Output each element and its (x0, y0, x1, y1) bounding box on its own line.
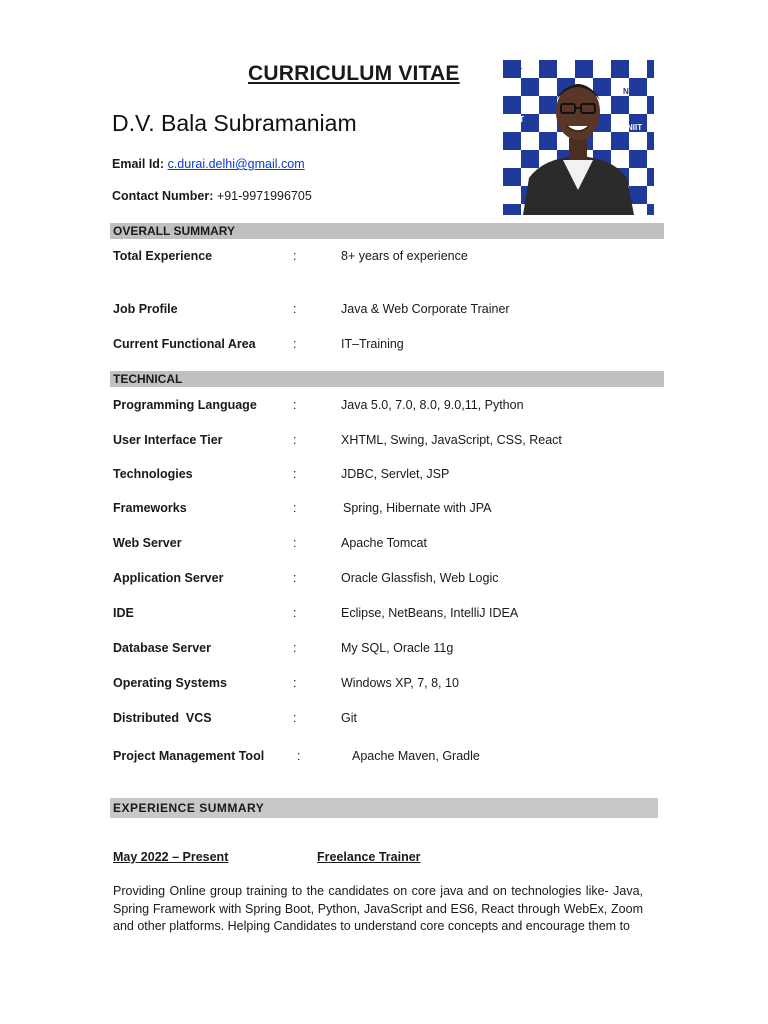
row-value: Apache Tomcat (341, 536, 427, 550)
row-value: IT–Training (341, 337, 404, 351)
row-colon: : (293, 433, 297, 447)
row-colon: : (297, 749, 301, 763)
row-colon: : (293, 676, 297, 690)
row-value: JDBC, Servlet, JSP (341, 467, 450, 481)
row-colon: : (293, 606, 297, 620)
row-value: Spring, Hibernate with JPA (343, 501, 492, 515)
row-label: Programming Language (113, 398, 257, 412)
row-value: Java 5.0, 7.0, 8.0, 9.0,11, Python (341, 398, 524, 412)
row-colon: : (293, 501, 297, 515)
row-colon: : (293, 641, 297, 655)
row-label: Database Server (113, 641, 211, 655)
document-title: CURRICULUM VITAE (248, 62, 460, 85)
row-colon: : (293, 302, 297, 316)
row-label: Technologies (113, 467, 193, 481)
overall-summary-heading: OVERALL SUMMARY (110, 223, 664, 239)
row-colon: : (293, 398, 297, 412)
row-value: Apache Maven, Gradle (352, 749, 480, 763)
row-label: IDE (113, 606, 134, 620)
row-label: Frameworks (113, 501, 187, 515)
row-label: Web Server (113, 536, 182, 550)
row-value: Eclipse, NetBeans, IntelliJ IDEA (341, 606, 519, 620)
row-value: 8+ years of experience (341, 249, 468, 263)
row-value: Git (341, 711, 357, 725)
row-colon: : (293, 467, 297, 481)
contact-number: +91-9971996705 (216, 189, 312, 203)
row-value: Java & Web Corporate Trainer (341, 302, 510, 316)
contact-line (112, 189, 312, 203)
row-colon: : (293, 571, 297, 585)
svg-text:NIIT: NIIT (623, 87, 639, 96)
row-label: Application Server (113, 571, 224, 585)
experience-period: May 2022 – Present (113, 850, 229, 864)
svg-text:NIIT: NIIT (627, 123, 643, 132)
profile-photo-illustration (503, 60, 654, 215)
row-value: Windows XP, 7, 8, 10 (341, 676, 459, 690)
svg-text:NIIT: NIIT (509, 115, 525, 124)
row-value: Oracle Glassfish, Web Logic (341, 571, 499, 585)
row-colon: : (293, 536, 297, 550)
experience-description: Providing Online group training to the candidates on core java and on technologies like- Java, Spring Framework with Spring Boot, Python, JavaScript and ES6, React through WebEx, Zoom and other platforms. Helping Candidates to understand core concepts and encourage them to (113, 884, 643, 933)
row-colon: : (293, 249, 297, 263)
profile-photo (503, 60, 654, 215)
row-label: User Interface Tier (113, 433, 223, 447)
email-line (112, 157, 305, 171)
row-colon: : (293, 337, 297, 351)
row-label: Project Management Tool (113, 749, 265, 763)
contact-label: Contact Number: (112, 189, 214, 203)
experience-role: Freelance Trainer (317, 850, 421, 864)
niit-logo-text: NIIT (507, 67, 523, 76)
row-label: Total Experience (113, 249, 213, 263)
row-value: XHTML, Swing, JavaScript, CSS, React (341, 433, 562, 447)
candidate-name: D.V. Bala Subramaniam (112, 110, 357, 136)
email-link[interactable]: c.durai.delhi@gmail.com (167, 157, 305, 171)
technical-heading: TECHNICAL (110, 371, 664, 387)
row-label: Job Profile (113, 302, 178, 316)
email-label: Email Id: (112, 157, 165, 171)
row-label: Distributed VCS (113, 711, 212, 725)
row-label: Operating Systems (113, 676, 227, 690)
row-colon: : (293, 711, 297, 725)
row-label: Current Functional Area (113, 337, 256, 351)
row-value: My SQL, Oracle 11g (341, 641, 454, 655)
experience-summary-heading: EXPERIENCE SUMMARY (110, 798, 658, 818)
